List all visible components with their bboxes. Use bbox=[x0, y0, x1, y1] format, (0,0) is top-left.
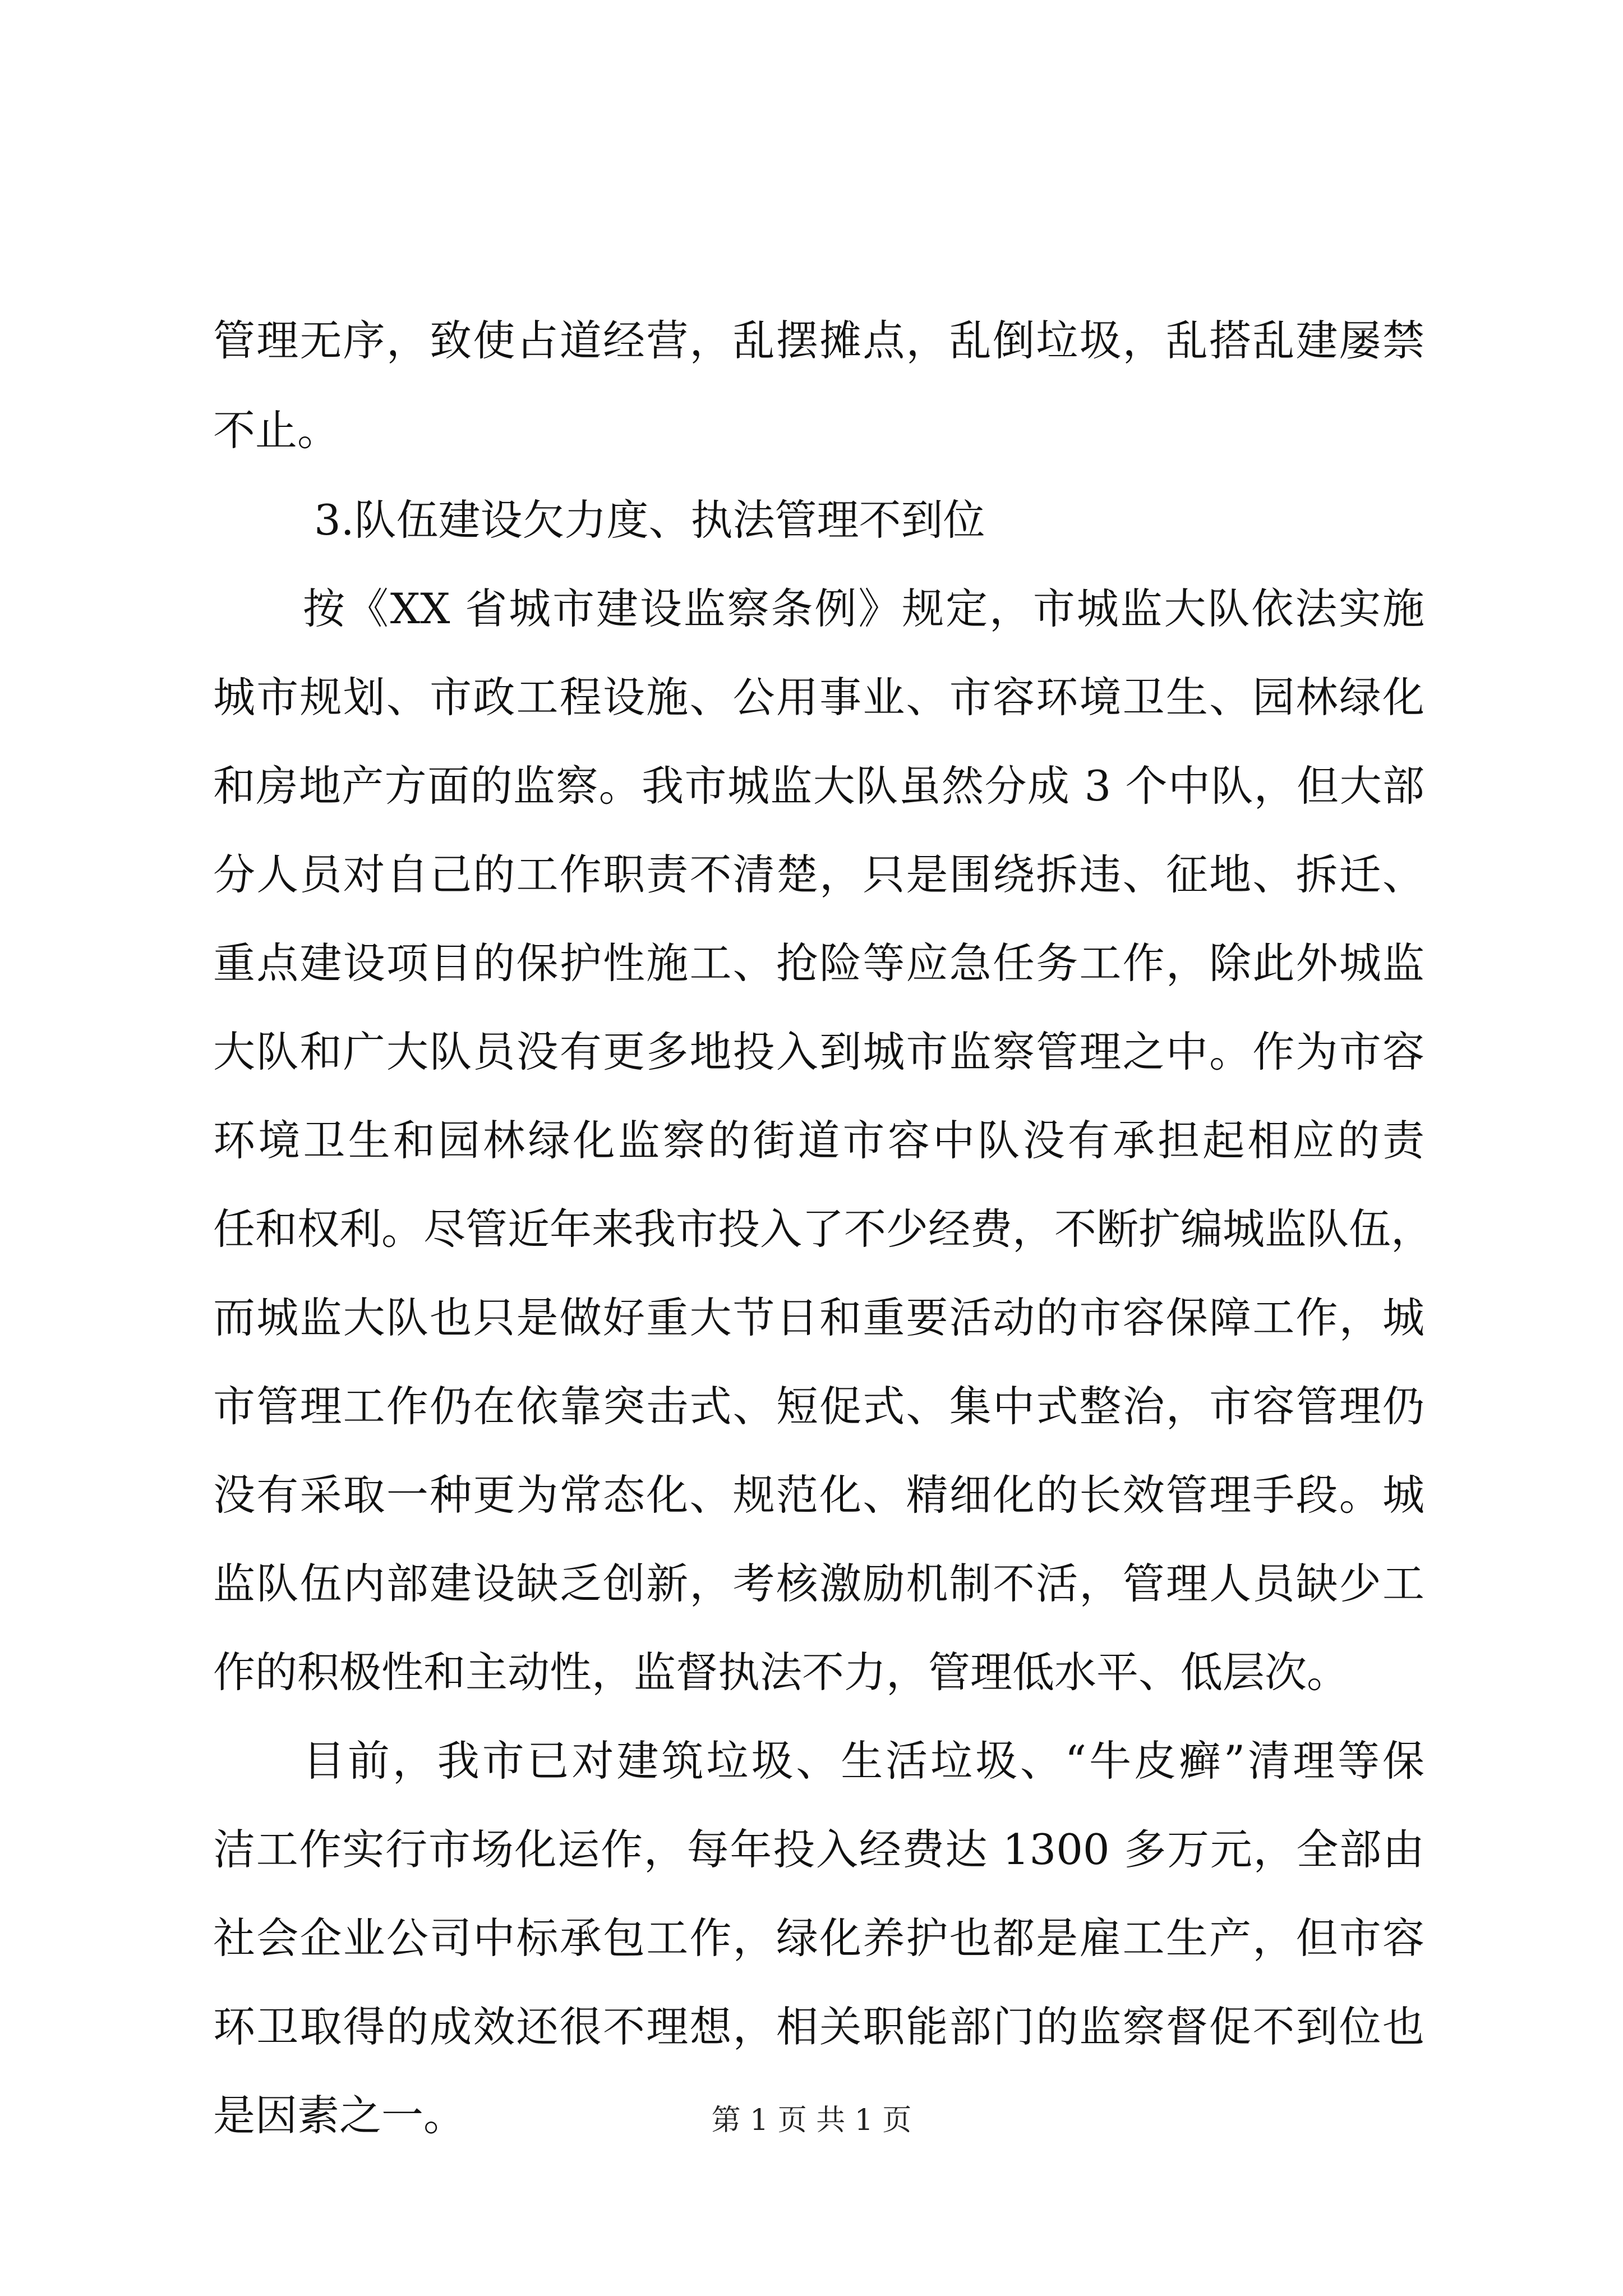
paragraph-3-line: 目前，我市已对建筑垃圾、生活垃圾、“牛皮癣”清理等保 bbox=[303, 1736, 1424, 1786]
paragraph-2-line: 作的积极性和主动性，监督执法不力，管理低水平、低层次。 bbox=[213, 1648, 1349, 1697]
paragraph-2-line: 大队和广大队员没有更多地投入到城市监察管理之中。作为市容 bbox=[213, 1027, 1424, 1076]
paragraph-3-line: 环卫取得的成效还很不理想，相关职能部门的监察督促不到位也 bbox=[213, 2002, 1424, 2051]
paragraph-2-line: 重点建设项目的保护性施工、抢险等应急任务工作，除此外城监 bbox=[213, 938, 1424, 988]
paragraph-2-line: 没有采取一种更为常态化、规范化、精细化的长效管理手段。城 bbox=[213, 1470, 1424, 1520]
section-heading: 3.队伍建设欠力度、执法管理不到位 bbox=[314, 495, 985, 545]
paragraph-3-line: 社会企业公司中标承包工作，绿化养护也都是雇工生产，但市容 bbox=[213, 1913, 1424, 1963]
paragraph-2-line: 市管理工作仍在依靠突击式、短促式、集中式整治，市容管理仍 bbox=[213, 1382, 1424, 1431]
paragraph-2-line: 而城监大队也只是做好重大节日和重要活动的市容保障工作，城 bbox=[213, 1293, 1424, 1342]
paragraph-2-line: 城市规划、市政工程设施、公用事业、市容环境卫生、园林绿化 bbox=[213, 673, 1424, 722]
paragraph-2-line: 按《XX 省城市建设监察条例》规定，市城监大队依法实施 bbox=[303, 584, 1424, 633]
paragraph-2-line: 环境卫生和园林绿化监察的街道市容中队没有承担起相应的责 bbox=[213, 1116, 1424, 1165]
paragraph-3-line: 洁工作实行市场化运作，每年投入经费达 1300 多万元，全部由 bbox=[213, 1825, 1424, 1874]
paragraph-2-line: 分人员对自己的工作职责不清楚，只是围绕拆违、征地、拆迁、 bbox=[213, 850, 1424, 899]
page-footer: 第 1 页 共 1 页 bbox=[711, 2104, 912, 2137]
paragraph-1-line: 管理无序，致使占道经营，乱摆摊点，乱倒垃圾，乱搭乱建屡禁 bbox=[213, 316, 1424, 365]
paragraph-2-line: 监队伍内部建设缺乏创新，考核激励机制不活，管理人员缺少工 bbox=[213, 1559, 1424, 1608]
paragraph-2-line: 任和权利。尽管近年来我市投入了不少经费，不断扩编城监队伍， bbox=[213, 1204, 1433, 1254]
paragraph-3-line: 是因素之一。 bbox=[213, 2091, 466, 2140]
paragraph-2-line: 和房地产方面的监察。我市城监大队虽然分成 3 个中队，但大部 bbox=[213, 761, 1424, 811]
paragraph-1-line: 不止。 bbox=[213, 406, 340, 455]
